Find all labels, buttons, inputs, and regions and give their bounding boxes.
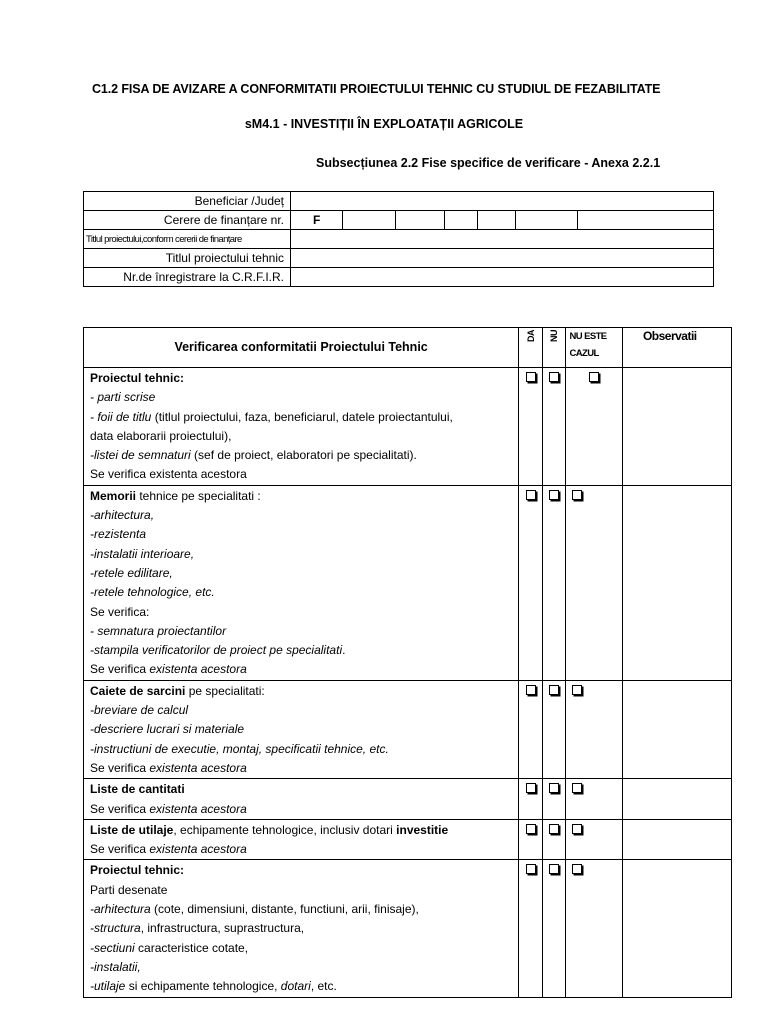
col-nu-este-label: NU ESTE xyxy=(569,331,607,342)
row-line: -instalatii, xyxy=(90,959,141,974)
row-text: (sef de proiect, elaboratori pe specialitati). xyxy=(190,448,417,463)
row-text: , infrastructura, suprastructura, xyxy=(140,921,305,936)
nu-checkbox[interactable] xyxy=(549,783,559,793)
row-line: -breviare de calcul xyxy=(90,703,189,718)
da-cell xyxy=(519,779,543,820)
beneficiar-value[interactable] xyxy=(291,192,714,211)
cerere-segment[interactable] xyxy=(396,211,445,230)
da-checkbox[interactable] xyxy=(526,372,536,382)
row-text: - foii de titlu xyxy=(90,409,152,424)
row-line xyxy=(90,641,512,660)
row-title: Liste de cantitati xyxy=(90,782,185,797)
nu-este-cazul-cell xyxy=(565,368,622,486)
nu-cell xyxy=(543,368,565,486)
da-checkbox[interactable] xyxy=(526,864,536,874)
row-line: - parti scrise xyxy=(90,390,156,405)
row-title: Proiectul tehnic: xyxy=(90,371,185,385)
row-text: existenta acestora xyxy=(149,842,247,857)
table-row xyxy=(84,779,732,820)
row-text: , etc. xyxy=(310,979,337,994)
row-line xyxy=(90,446,512,465)
nu-este-cazul-checkbox[interactable] xyxy=(572,685,582,695)
row-text: Memorii xyxy=(90,488,137,503)
row-text: Caiete de sarcini xyxy=(90,683,186,698)
row-title xyxy=(90,487,512,506)
nu-este-cazul-checkbox[interactable] xyxy=(572,783,582,793)
row-line: -instructiuni de executie, montaj, specificatii tehnice, etc. xyxy=(90,741,389,756)
table-row xyxy=(84,819,732,860)
row-line: -instalatii interioare, xyxy=(90,546,195,561)
row-description xyxy=(84,860,519,997)
cerere-prefix: F xyxy=(291,211,343,230)
titlu-cerere-label: Titlul proiectului,conform cererii de finanțare xyxy=(84,230,291,249)
row-line xyxy=(90,900,512,919)
row-text: existenta acestora xyxy=(149,662,247,677)
project-info-table xyxy=(83,191,714,287)
info-row-nr-inregistrare xyxy=(84,268,714,287)
row-text: Se verifica xyxy=(90,842,150,857)
nu-cell xyxy=(543,485,565,680)
row-text: -listei de semnaturi xyxy=(90,448,191,463)
da-cell xyxy=(519,485,543,680)
table-header-row xyxy=(84,328,732,368)
da-cell xyxy=(519,368,543,486)
nu-cell xyxy=(543,860,565,997)
row-line xyxy=(90,919,512,938)
observatii-cell[interactable] xyxy=(622,485,731,680)
nu-este-cazul-checkbox[interactable] xyxy=(572,864,582,874)
row-line: -retele tehnologice, etc. xyxy=(90,585,215,600)
row-text: existenta acestora xyxy=(149,801,247,816)
nu-este-cazul-cell xyxy=(565,680,622,778)
row-text: -arhitectura xyxy=(90,902,151,917)
nu-este-cazul-cell xyxy=(565,819,622,860)
row-line xyxy=(90,408,512,427)
row-line xyxy=(90,840,512,859)
row-description xyxy=(84,368,519,486)
row-text: dotari xyxy=(280,979,311,994)
row-text: investitie xyxy=(396,822,449,837)
nu-checkbox[interactable] xyxy=(549,685,559,695)
row-text: Liste de utilaje xyxy=(90,822,174,837)
row-line xyxy=(90,800,512,819)
cerere-segment[interactable] xyxy=(445,211,478,230)
row-text: -sectiuni xyxy=(90,940,135,955)
table-row xyxy=(84,860,732,997)
subsection-title: Subsecțiunea 2.2 Fise specifice de verificare - Anexa 2.2.1 xyxy=(316,156,661,170)
measure-title: sM4.1 - INVESTIȚII ÎN EXPLOATAȚII AGRICOLE xyxy=(244,117,524,131)
row-line: Se verifica: xyxy=(90,604,150,619)
nu-cell xyxy=(543,819,565,860)
row-description xyxy=(84,485,519,680)
da-checkbox[interactable] xyxy=(526,685,536,695)
col-da-header xyxy=(519,328,543,368)
info-row-beneficiar xyxy=(84,192,714,211)
row-text: -structura xyxy=(90,921,141,936)
cerere-segment[interactable] xyxy=(516,211,578,230)
observatii-cell[interactable] xyxy=(622,779,731,820)
nu-este-cazul-checkbox[interactable] xyxy=(572,824,582,834)
row-text: , echipamente tehnologice, inclusiv dotari xyxy=(173,822,397,837)
row-text: (titlul proiectului, faza, beneficiarul, datele proiectantului, xyxy=(151,409,453,424)
nu-este-cazul-cell xyxy=(565,860,622,997)
row-line: -retele edilitare, xyxy=(90,565,173,580)
table-header: Verificarea conformitatii Proiectului Tehnic xyxy=(84,328,519,368)
row-text: . xyxy=(342,643,346,658)
row-text: -stampila verificatorilor de proiect pe specialitati xyxy=(90,643,343,658)
row-text: Se verifica xyxy=(90,760,150,775)
titlu-tehnic-label: Titlul proiectului tehnic xyxy=(84,249,291,268)
row-text: Se verifica xyxy=(90,662,150,677)
observatii-cell[interactable] xyxy=(622,819,731,860)
nu-cell xyxy=(543,680,565,778)
beneficiar-label: Beneficiar /Județ xyxy=(84,192,291,211)
row-description xyxy=(84,680,519,778)
observatii-cell[interactable] xyxy=(622,368,731,486)
cerere-segment[interactable] xyxy=(343,211,396,230)
verification-table xyxy=(83,327,732,998)
titlu-cerere-value[interactable] xyxy=(291,230,714,249)
da-checkbox[interactable] xyxy=(526,824,536,834)
nu-este-cazul-cell xyxy=(565,779,622,820)
row-text: Se verifica xyxy=(90,801,150,816)
nu-este-cazul-checkbox[interactable] xyxy=(589,372,599,382)
nu-checkbox[interactable] xyxy=(549,864,559,874)
table-row xyxy=(84,485,732,680)
document-title: C1.2 FISA DE AVIZARE A CONFORMITATII PROIECTULUI TEHNIC CU STUDIUL DE FEZABILITATE xyxy=(92,82,661,96)
row-text: tehnice pe specialitati : xyxy=(136,488,261,503)
row-text: caracteristice cotate, xyxy=(134,940,249,955)
table-row xyxy=(84,680,732,778)
da-checkbox[interactable] xyxy=(526,490,536,500)
info-row-cerere xyxy=(84,211,714,230)
observatii-cell[interactable] xyxy=(622,860,731,997)
col-nu-este-cazul-header xyxy=(565,328,622,368)
info-row-titlu-cerere xyxy=(84,230,714,249)
row-description xyxy=(84,819,519,860)
row-title xyxy=(90,682,512,701)
row-line xyxy=(90,660,512,679)
col-cazul-label: CAZUL xyxy=(569,348,599,359)
nu-checkbox[interactable] xyxy=(549,372,559,382)
row-text: si echipamente tehnologice, xyxy=(125,979,281,994)
row-line: -descriere lucrari si materiale xyxy=(90,722,245,737)
nu-cell xyxy=(543,779,565,820)
nu-checkbox[interactable] xyxy=(549,490,559,500)
titlu-tehnic-value[interactable] xyxy=(291,249,714,268)
info-row-titlu-tehnic xyxy=(84,249,714,268)
da-cell xyxy=(519,680,543,778)
col-nu-label: NU xyxy=(548,330,559,342)
cerere-segment[interactable] xyxy=(578,211,714,230)
row-text: existenta acestora xyxy=(149,760,247,775)
row-description xyxy=(84,779,519,820)
da-cell xyxy=(519,860,543,997)
row-line: -arhitectura, xyxy=(90,508,155,523)
row-line xyxy=(90,759,512,778)
row-text: (cote, dimensiuni, distante, functiuni, arii, finisaje), xyxy=(150,902,419,917)
nr-inregistrare-value[interactable] xyxy=(291,268,714,287)
observatii-cell[interactable] xyxy=(622,680,731,778)
col-observatii-header: Observatii xyxy=(622,328,731,368)
row-line: data elaborarii proiectului), xyxy=(90,428,232,443)
cerere-segment[interactable] xyxy=(478,211,516,230)
row-title: Proiectul tehnic: xyxy=(90,863,185,878)
row-line: - semnatura proiectantilor xyxy=(90,623,227,638)
row-line: Parti desenate xyxy=(90,882,168,897)
nr-inregistrare-label: Nr.de înregistrare la C.R.F.I.R. xyxy=(84,268,291,287)
col-nu-header xyxy=(543,328,565,368)
table-row xyxy=(84,368,732,486)
row-text: pe specialitati: xyxy=(185,683,265,698)
nu-este-cazul-checkbox[interactable] xyxy=(572,490,582,500)
row-title xyxy=(90,821,512,840)
col-da-label: DA xyxy=(525,330,536,342)
row-line xyxy=(90,939,512,958)
row-line: -rezistenta xyxy=(90,527,147,542)
row-line: Se verifica existenta acestora xyxy=(90,467,247,482)
cerere-label: Cerere de finanțare nr. xyxy=(84,211,291,230)
row-line xyxy=(90,977,512,996)
da-cell xyxy=(519,819,543,860)
row-text: -utilaje xyxy=(90,979,126,994)
da-checkbox[interactable] xyxy=(526,783,536,793)
nu-este-cazul-cell xyxy=(565,485,622,680)
nu-checkbox[interactable] xyxy=(549,824,559,834)
